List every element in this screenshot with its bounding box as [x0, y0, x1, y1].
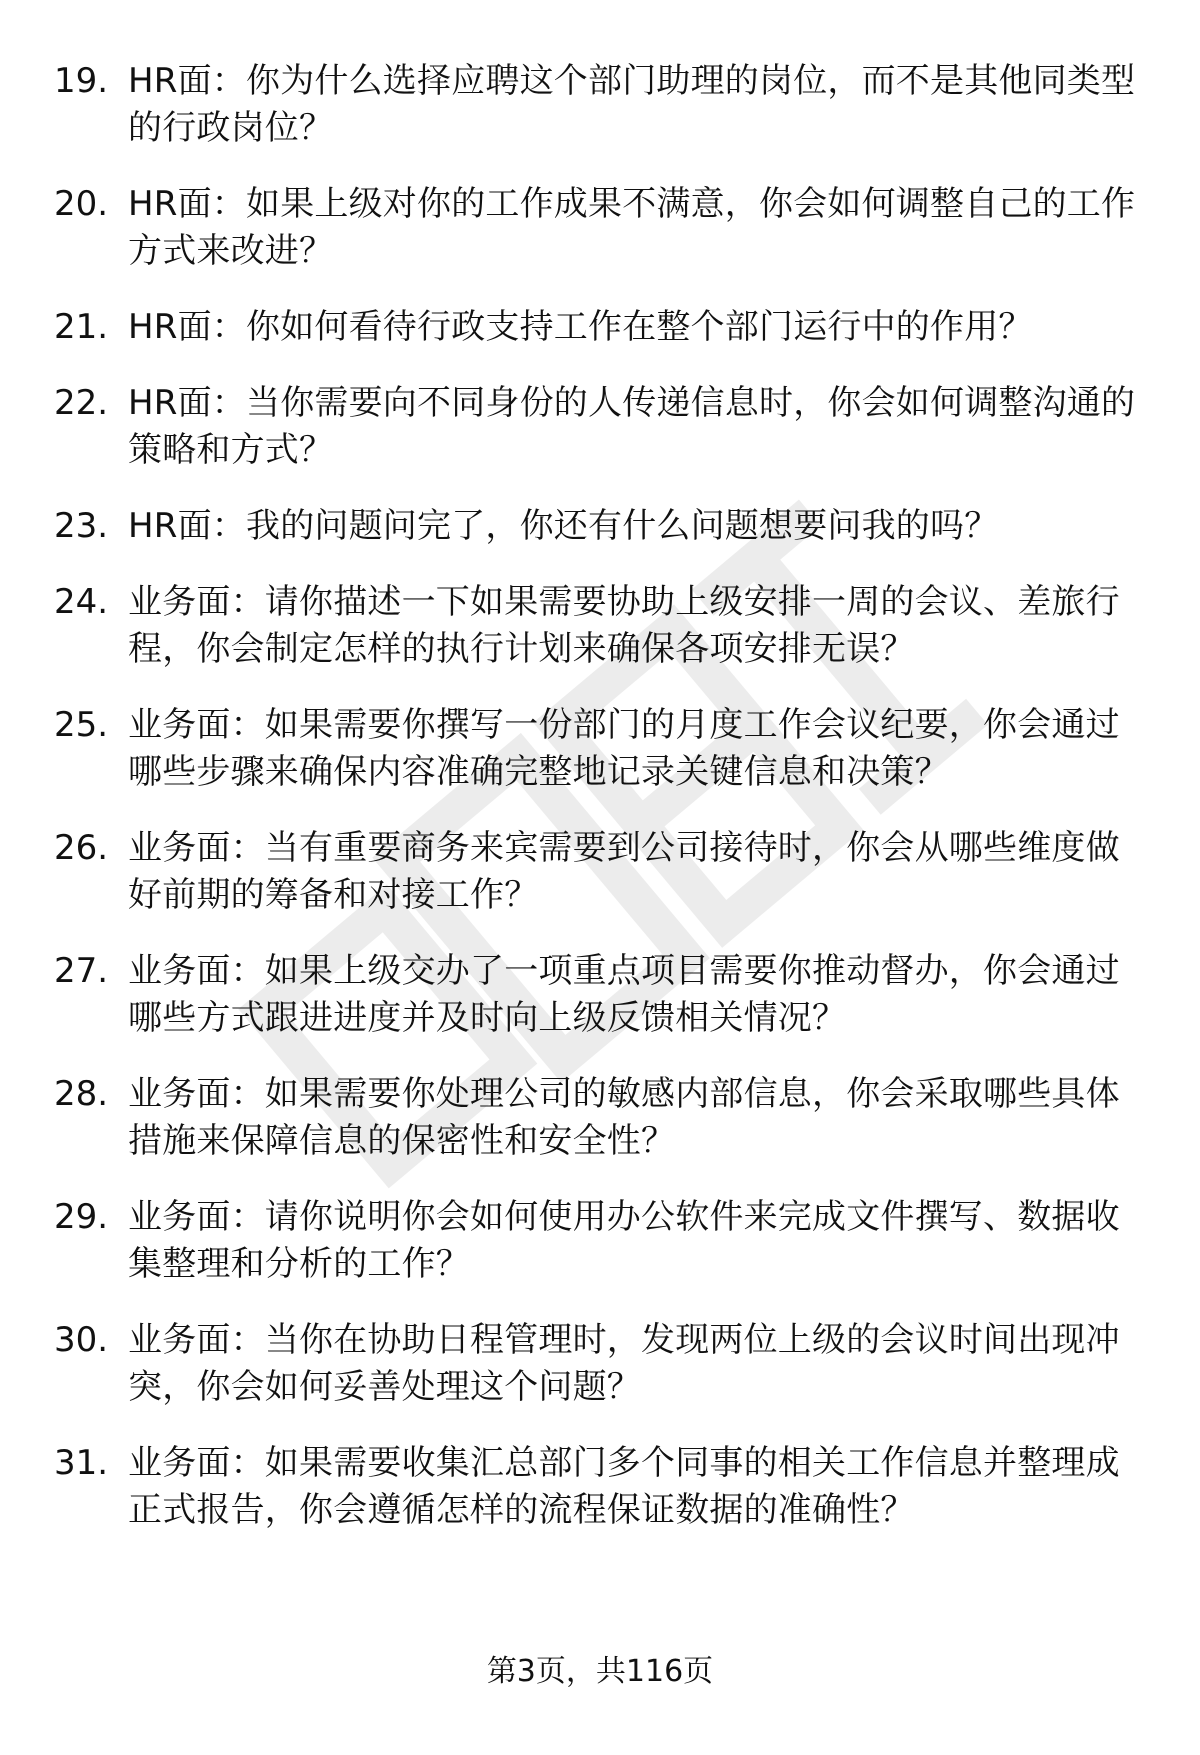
- question-number: 24.: [54, 582, 109, 622]
- question-item: [0, 1071, 1200, 1165]
- question-item: [0, 181, 1200, 275]
- question-text: 业务面：如果需要收集汇总部门多个同事的相关工作信息并整理成正式报告，你会遵循怎样的流程保证数据的准确性？: [128, 1443, 1120, 1530]
- question-text: 业务面：如果上级交办了一项重点项目需要你推动督办，你会通过哪些方式跟进进度并及时向上级反馈相关情况？: [128, 951, 1120, 1038]
- question-text: 业务面：如果需要你撰写一份部门的月度工作会议纪要，你会通过哪些步骤来确保内容准确完整地记录关键信息和决策？: [128, 705, 1120, 792]
- question-number: 19.: [54, 61, 109, 101]
- question-item: [0, 948, 1200, 1042]
- question-number: 27.: [54, 951, 109, 991]
- question-number: 23.: [54, 506, 109, 546]
- question-text: 业务面：当有重要商务来宾需要到公司接待时，你会从哪些维度做好前期的筹备和对接工作？: [128, 828, 1120, 915]
- question-number: 30.: [54, 1320, 109, 1360]
- question-item: [0, 304, 1200, 351]
- question-item: [0, 579, 1200, 673]
- question-item: [0, 380, 1200, 474]
- question-text: 业务面：当你在协助日程管理时，发现两位上级的会议时间出现冲突，你会如何妥善处理这个问题？: [128, 1320, 1120, 1407]
- question-number: 22.: [54, 383, 109, 423]
- question-number: 26.: [54, 828, 109, 868]
- question-item: [0, 825, 1200, 919]
- question-text: HR面：当你需要向不同身份的人传递信息时，你会如何调整沟通的策略和方式？: [128, 383, 1136, 470]
- question-text: HR面：你为什么选择应聘这个部门助理的岗位，而不是其他同类型的行政岗位？: [128, 61, 1136, 148]
- question-text: HR面：你如何看待行政支持工作在整个部门运行中的作用？: [128, 307, 1033, 347]
- question-number: 21.: [54, 307, 109, 347]
- question-number: 20.: [54, 184, 109, 224]
- question-item: [0, 1194, 1200, 1288]
- question-list: [0, 58, 1200, 1563]
- question-number: 29.: [54, 1197, 109, 1237]
- question-item: [0, 1440, 1200, 1534]
- question-item: [0, 503, 1200, 550]
- question-text: 业务面：请你说明你会如何使用办公软件来完成文件撰写、数据收集整理和分析的工作？: [128, 1197, 1120, 1284]
- question-item: [0, 58, 1200, 152]
- question-text: 业务面：请你描述一下如果需要协助上级安排一周的会议、差旅行程，你会制定怎样的执行计划来确保各项安排无误？: [128, 582, 1120, 669]
- question-number: 28.: [54, 1074, 109, 1114]
- question-item: [0, 1317, 1200, 1411]
- question-text: HR面：如果上级对你的工作成果不满意，你会如何调整自己的工作方式来改进？: [128, 184, 1136, 271]
- question-number: 31.: [54, 1443, 109, 1483]
- question-text: HR面：我的问题问完了，你还有什么问题想要问我的吗？: [128, 506, 999, 546]
- page-footer: 第3页，共116页: [486, 1654, 714, 1689]
- question-text: 业务面：如果需要你处理公司的敏感内部信息，你会采取哪些具体措施来保障信息的保密性和安全性？: [128, 1074, 1120, 1161]
- question-item: [0, 702, 1200, 796]
- question-number: 25.: [54, 705, 109, 745]
